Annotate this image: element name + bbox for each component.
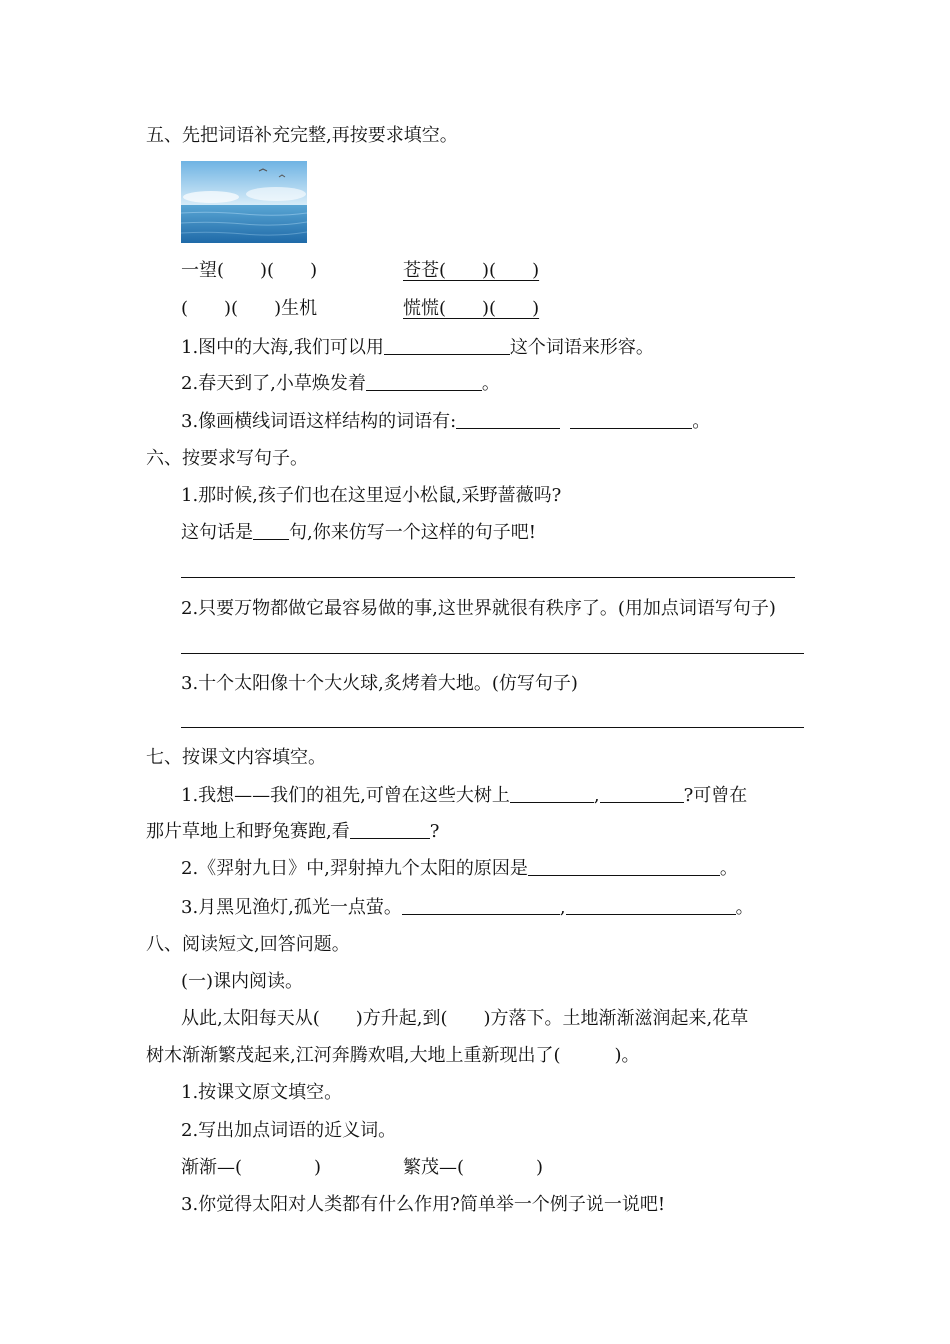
s7-q3-text-c: 。 xyxy=(735,897,754,918)
s7-q1-text-b: , xyxy=(593,785,600,806)
s8-question-3: 3.你觉得太阳对人类都有什么作用?简单举一个例子说一说吧! xyxy=(181,1194,666,1215)
s7-question-1 xyxy=(181,784,747,808)
s7-question-1-cont xyxy=(146,820,439,844)
s7-question-2 xyxy=(181,857,738,881)
s7-q3-text-a: 3.月黑见渔灯,孤光一点萤。 xyxy=(181,897,402,918)
word-yiwang: 一望( )( ) xyxy=(181,260,318,281)
s5-q2-text-a: 2.春天到了,小草焕发着 xyxy=(181,373,366,394)
s5-question-1 xyxy=(181,336,654,360)
s6-question-3: 3.十个太阳像十个大火球,炙烤着大地。(仿写句子) xyxy=(181,673,578,694)
synonym-jianjian: 渐渐—( ) xyxy=(181,1157,322,1178)
s8-question-2: 2.写出加点词语的近义词。 xyxy=(181,1120,397,1141)
answer-line[interactable] xyxy=(181,577,795,578)
s5-q1-text-b: 这个词语来形容。 xyxy=(509,337,654,358)
s8-question-1: 1.按课文原文填空。 xyxy=(181,1082,343,1103)
s8-subtitle: (一)课内阅读。 xyxy=(181,971,304,992)
answer-blank[interactable] xyxy=(253,521,289,540)
s6-question-2: 2.只要万物都做它最容易做的事,这世界就很有秩序了。(用加点词语写句子) xyxy=(181,598,776,619)
word-cangcang: 苍苍( )( ) xyxy=(403,260,540,281)
s5-q1-text-a: 1.图中的大海,我们可以用 xyxy=(181,337,384,358)
section-7-title: 七、按课文内容填空。 xyxy=(146,747,326,768)
s7-q1-text-d: 那片草地上和野兔赛跑,看 xyxy=(146,821,350,842)
s5-question-3 xyxy=(181,410,710,434)
passage-line-1: 从此,太阳每天从( )方升起,到( )方落下。土地渐渐滋润起来,花草 xyxy=(181,1008,749,1029)
s6-q1b-text-a: 这句话是 xyxy=(181,522,253,543)
s6-question-1: 1.那时候,孩子们也在这里逗小松鼠,采野蔷薇吗? xyxy=(181,485,562,506)
s5-q3-text-a: 3.像画横线词语这样结构的词语有: xyxy=(181,411,457,432)
section-5-title: 五、先把词语补充完整,再按要求填空。 xyxy=(146,125,458,146)
answer-line[interactable] xyxy=(181,653,804,654)
answer-blank[interactable] xyxy=(510,784,594,803)
synonym-fanmao: 繁茂—( ) xyxy=(403,1157,544,1178)
answer-blank[interactable] xyxy=(402,896,560,915)
answer-blank[interactable] xyxy=(456,410,560,429)
s5-question-2 xyxy=(181,372,500,396)
s6-question-1b xyxy=(181,521,536,545)
answer-blank[interactable] xyxy=(350,820,430,839)
s7-question-3 xyxy=(181,896,754,920)
s6-q1b-text-b: 句,你来仿写一个这样的句子吧! xyxy=(289,522,536,543)
s5-q3-text-b: 。 xyxy=(692,411,711,432)
s7-q1-text-a: 1.我想——我们的祖先,可曾在这些大树上 xyxy=(181,785,510,806)
answer-blank[interactable] xyxy=(570,410,692,429)
s7-q2-text-b: 。 xyxy=(719,858,738,879)
word-shengji: ( )( )生机 xyxy=(181,298,318,319)
s7-q1-text-c: ?可曾在 xyxy=(683,785,748,806)
section-6-title: 六、按要求写句子。 xyxy=(146,448,308,469)
sea-image xyxy=(181,161,307,243)
s7-q2-text-a: 2.《羿射九日》中,羿射掉九个太阳的原因是 xyxy=(181,858,528,879)
s7-q3-text-b: , xyxy=(559,897,566,918)
answer-blank[interactable] xyxy=(366,372,482,391)
answer-blank[interactable] xyxy=(528,857,720,876)
s5-q2-text-b: 。 xyxy=(481,373,500,394)
answer-line[interactable] xyxy=(181,727,804,728)
section-8-title: 八、阅读短文,回答问题。 xyxy=(146,934,350,955)
answer-blank[interactable] xyxy=(566,896,736,915)
answer-blank[interactable] xyxy=(384,336,510,355)
passage-line-2: 树木渐渐繁茂起来,江河奔腾欢唱,大地上重新现出了( )。 xyxy=(146,1045,640,1066)
s7-q1-text-e: ? xyxy=(429,821,440,842)
answer-blank[interactable] xyxy=(600,784,684,803)
word-huanghuang: 慌慌( )( ) xyxy=(403,298,540,319)
